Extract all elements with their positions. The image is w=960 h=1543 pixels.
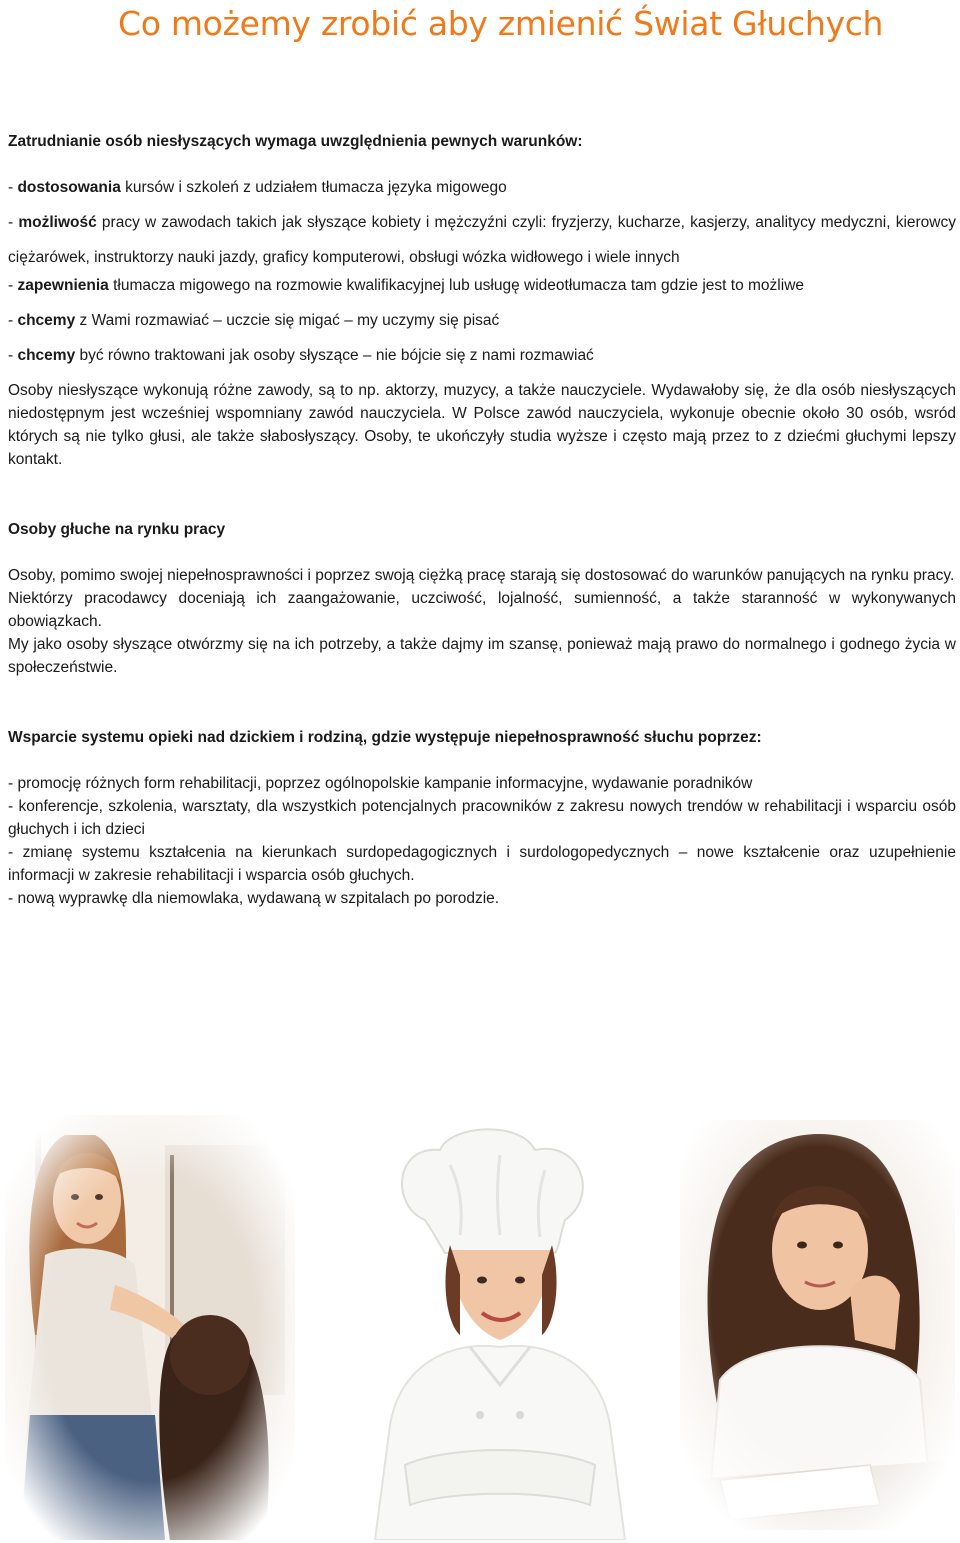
list-item: - zapewnienia tłumacza migowego na rozmowie kwalifikacyjnej lub usługę wideotłumacza tam gdzie jest to możliwe [8, 277, 805, 294]
photo-strip [0, 1100, 960, 1543]
section-heading-employment: Zatrudnianie osób niesłyszących wymaga uwzględnienia pewnych warunków: [8, 133, 583, 150]
list-item: - chcemy być równo traktowani jak osoby słyszące – nie bójcie się z nami rozmawiać [8, 347, 594, 364]
list-item: - chcemy z Wami rozmawiać – uczcie się migać – my uczymy się pisać [8, 312, 500, 329]
paragraph-adaptation: Osoby, pomimo swojej niepełnosprawności i poprzez swoją ciężką pracę starają się dostosować do warunków panujących na rynku pracy. [8, 567, 955, 584]
page-title: Co możemy zrobić aby zmienić Świat Głuchych [118, 4, 884, 43]
paragraph-opportunity: My jako osoby słyszące otwórzmy się na ich potrzeby, a także dajmy im szansę, ponieważ mają prawo do normalnego i godnego życia w społeczeństwie. [8, 636, 956, 676]
list-item: - promocję różnych form rehabilitacji, poprzez ogólnopolskie kampanie informacyjne, wydawanie poradników [8, 775, 753, 792]
woman-portrait-photo [680, 1120, 955, 1530]
list-item: - dostosowania kursów i szkoleń z udziałem tłumacza języka migowego [8, 179, 507, 196]
paragraph-professions: Osoby niesłyszące wykonują różne zawody, są to np. aktorzy, muzycy, a także nauczyciele. Wydawałoby się, że dla osób niesłyszących niedostępnym jest wcześniej wspomniany zawód nauczyciela. W Polsce zawód nauczyciela, wykonuje obecnie około 30 osób, wsród których są nie tylko głusi, ale także słabosłyszący. Osoby, te ukończyły studia wyższe i często mają przez to z dziećmi głuchymi lepszy kontakt. [8, 382, 956, 468]
list-item: - nową wyprawkę dla niemowlaka, wydawaną w szpitalach po porodzie. [8, 890, 500, 907]
list-item: - możliwość pracy w zawodach takich jak słyszące kobiety i mężczyźni czyli: fryzjerzy, kucharze, kasjerzy, analitycy medyczni, kierowcy ciężarówek, instruktorzy nauki jazdy, graficy komputerowi, obsługi wózka widłowego i wiele innych [8, 214, 956, 266]
section-heading-labor-market: Osoby głuche na rynku pracy [8, 521, 226, 538]
paragraph-employers: Niektórzy pracodawcy doceniają ich zaangażowanie, uczciwość, lojalność, sumienność, a także staranność w wykonywanych obowiązkach. [8, 590, 956, 630]
hairdresser-photo [5, 1115, 295, 1540]
section-heading-support: Wsparcie systemu opieki nad dzickiem i rodziną, gdzie występuje niepełnosprawność słuchu poprzez: [8, 729, 762, 746]
chef-photo [370, 1125, 630, 1540]
list-item: - zmianę systemu kształcenia na kierunkach surdopedagogicznych i surdologopedycznych – nowe kształcenie oraz uzupełnienie informacji w zakresie rehabilitacji i wsparcia osób głuchych. [8, 844, 956, 884]
list-item: - konferencje, szkolenia, warsztaty, dla wszystkich potencjalnych pracowników z zakresu nowych trendów w rehabilitacji i wsparciu osób głuchych i ich dzieci [8, 798, 956, 838]
document-body [8, 130, 956, 910]
